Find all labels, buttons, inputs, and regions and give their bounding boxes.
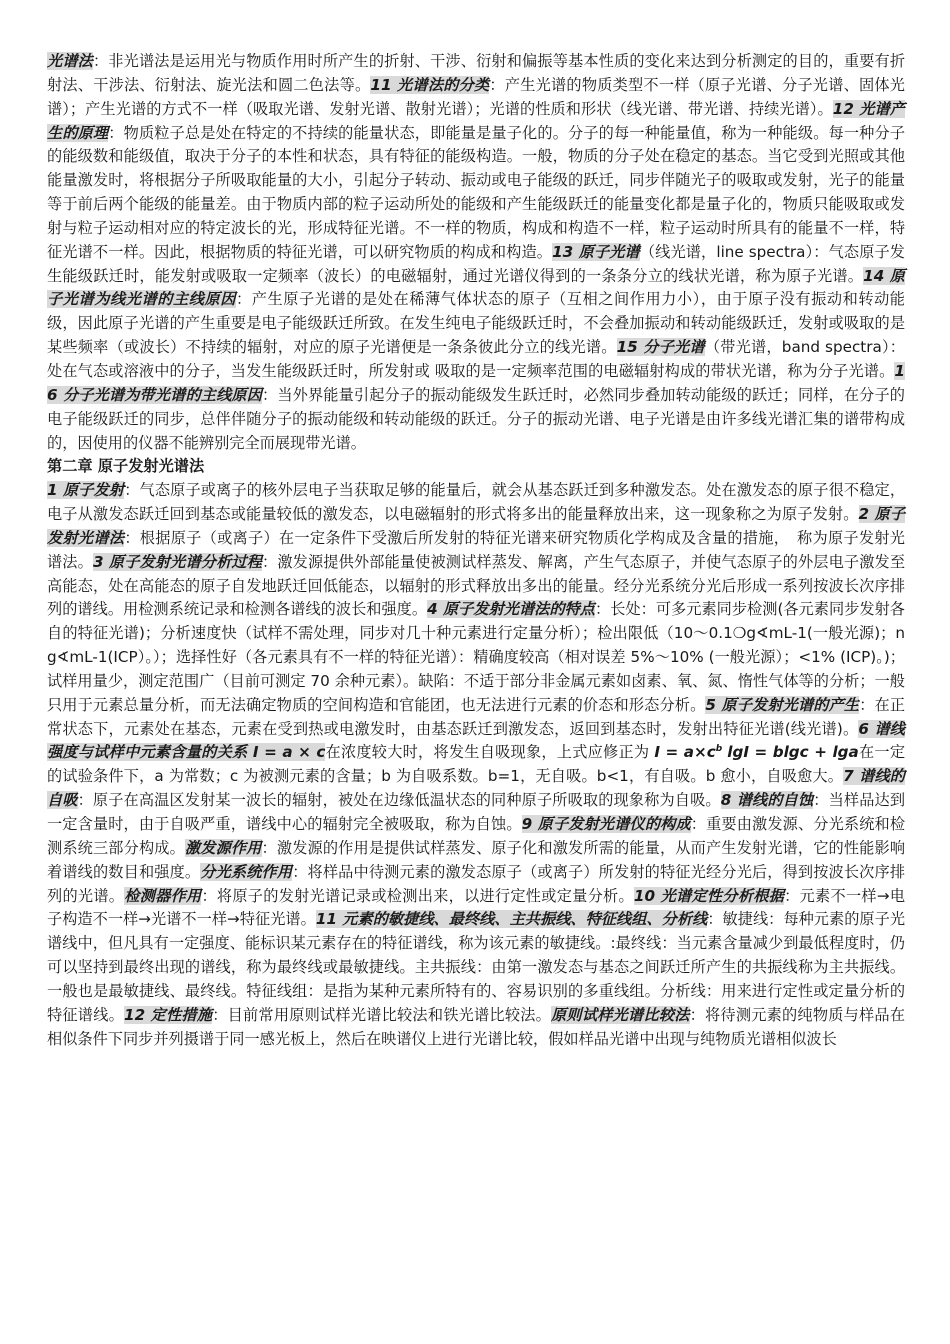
highlighted-term: 光谱法	[47, 52, 93, 70]
highlighted-term: 14 原子光谱为线光谱的主线原因	[47, 266, 905, 309]
body-text: （线光谱，line spectra）：气态原子发生能级跃迁时，能发射或吸取一定频率（波长）的电磁辐射，通过光谱仪得到的一条条分立的线状光谱，称为原子光谱。	[47, 242, 905, 285]
body-text: ：产生光谱的物质类型不一样（原子光谱、分子光谱、固体光谱）；产生光谱的方式不一样（吸取光谱、发射光谱、散射光谱）；光谱的性质和形状（线光谱、带光谱、持续光谱）。	[47, 75, 905, 118]
highlighted-term: 11 光谱法的分类	[370, 75, 490, 94]
highlighted-term: 2 原子发射光谱法	[47, 505, 906, 547]
highlighted-term: 12 光谱产生的原理	[47, 99, 905, 142]
highlighted-term: 5 原子发射光谱的产生	[705, 695, 860, 714]
body-text: ：物质粒子总是处在特定的不持续的能量状态，即能量是量子化的。分子的每一种能量值，称为一种能级。每一种分子的能级数和能级值，取决于分子的本性和状态，具有特征的能级构造。一般，物质的分子处在稳定的基态。当它受到光照或其他能量激发时，将根据分子所吸取能量的大小，引起分子转动、振动或电子能级的跃迁，同步伴随光子的吸取或发射，光子的能量等于前后两个能级的能量差。由于物质内部的粒子运动所处的能级和产生能级跃迁的能量变化都是量子化的，物质只能吸取或发射与粒子运动相对应的特定波长的光，形成特征光谱。不一样的物质，构成和构造不一样，粒子运动时所具有的能量不一样，特征光谱不一样。因此，根据物质的特征光谱，可以研究物质的构成和构造。	[47, 123, 906, 261]
body-text: 在一定的试验条件下，a 为常数；c 为被测元素的含量；b 为自吸系数。b=1，无自吸。b<1，有自吸。b 愈小，自吸愈大。	[47, 743, 906, 786]
body-text: ：激发源的作用是提供试样蒸发、原子化和激发所需的能量，从而产生发射光谱，它的性能影响着谱线的数目和强度。	[47, 838, 906, 881]
highlighted-term: 3 原子发射光谱分析过程	[92, 552, 263, 571]
highlighted-term: 激发源作用	[184, 838, 262, 857]
body-text: ：长处：可多元素同步检测(各元素同步发射各自的特征光谱)；分析速度快（试样不需处理，同步对几十种元素进行定量分析）；检出限低（10～0.1❍g∢mL-1(一般光源)；ng∢mL-1(ICP）。）；选择性好（各元素具有不一样的特征光谱）：精确度较高（相对误差 5%～10% (一般光源）；<1% (ICP)。)；试样用量少，测定范围广（目前可测定 70 余种元素）。缺陷：不适于部分非金属元素如卤素、氧、氮、惰性气体等的分析；一般只用于元素总量分析，而无法确定物质的空间构造和官能团，也无法进行元素的价态和形态分析。	[47, 600, 905, 714]
highlighted-term: 4 原子发射光谱法的特点	[427, 600, 595, 619]
highlighted-term: 13 原子光谱	[552, 242, 640, 261]
body-text: ：在正常状态下，元素处在基态，元素在受到热或电激发时，由基态跃迁到激发态，返回到基态时，发射出特征光谱(线光谱)。	[47, 695, 906, 738]
body-text: ：根据原子（或离子）在一定条件下受激后所发射的特征光谱来研究物质化学构成及含量的措施， 称为原子发射光谱法。	[47, 528, 905, 571]
body-text: ：重要由激发源、分光系统和检测系统三部分构成。	[47, 815, 906, 857]
highlighted-term: 分光系统作用	[200, 862, 293, 881]
body-text: ：当样品达到一定含量时，由于自吸严重，谱线中心的辐射完全被吸取，称为自蚀。	[47, 791, 906, 833]
highlighted-term: 9 原子发射光谱仪的构成	[521, 815, 691, 833]
formula: I = a×c	[654, 743, 716, 762]
body-text: ：非光谱法是运用光与物质作用时所产生的折射、干涉、衍射和偏振等基本性质的变化来达到分析测定的目的，重要有折射法、干涉法、衍射法、旋光法和圆二色法等。	[47, 52, 906, 94]
body-text: ：将样品中待测元素的激发态原子（或离子）所发射的特征光经分光后，得到按波长次序排列的光谱。	[47, 862, 906, 905]
formula-superscript: b	[715, 744, 723, 755]
highlighted-term: 15 分子光谱	[616, 338, 705, 357]
body-text: ：产生原子光谱的是处在稀薄气体状态的原子（互相之间作用力小），由于原子没有振动和转动能级，因此原子光谱的产生重要是电子能级跃迁所致。在发生纯电子能级跃迁时，不会叠加振动和转动能级跃迁，发射或吸取的是某些频率（或波长）不持续的辐射，对应的原子光谱便是一条条彼此分立的线光谱。	[47, 290, 905, 357]
highlighted-term: 6 谱线强度与试样中元素含量的关系 I = a × c	[47, 719, 905, 762]
highlighted-term: 原则试样光谱比较法	[551, 1005, 690, 1024]
body-text: ：激发源提供外部能量使被测试样蒸发、解离，产生气态原子，并使气态原子的外层电子激发至高能态，处在高能态的原子自发地跃迁回低能态，以辐射的形式释放出多出的能量。经分光系统分光后形成一系列按波长次序排列的谱线。用检测系统记录和检测各谱线的波长和强度。	[47, 552, 906, 619]
highlighted-term: 8 谱线的自蚀	[720, 791, 814, 810]
body-text: ：将原子的发射光谱记录或检测出来，以进行定性或定量分析。	[201, 886, 634, 905]
body-text: ：目前常用原则试样光谱比较法和铁光谱比较法。	[212, 1005, 552, 1024]
formula: lgI = blgc + lga	[727, 743, 859, 762]
highlighted-term: 11 元素的敏捷线、最终线、主共振线、特征线组、分析线	[315, 910, 708, 929]
body-text: 在浓度较大时，将发生自吸现象，上式应修正为	[325, 743, 655, 762]
highlighted-term: 16 分子光谱为带光谱的主线原因	[47, 361, 905, 404]
chapter-title: 第二章 原子发射光谱法	[47, 457, 205, 476]
paragraph-spectroscopy-basics	[47, 50, 905, 455]
body-text: ：敏捷线：每种元素的原子光谱线中，但凡具有一定强度、能标识某元素存在的特征谱线，称为该元素的敏捷线。:最终线：当元素含量减少到最低程度时，仍可以坚持到最终出现的谱线，称为最终线或最敏捷线。主共振线：由第一激发态与基态之间跃迁所产生的共振线称为主共振线。一般也是最敏捷线、最终线。特征线组：是指为某种元素所特有的、容易识别的多重线组。分析线：用来进行定性或定量分析的特征谱线。	[47, 910, 906, 1024]
highlighted-term: 7 谱线的自吸	[47, 767, 905, 810]
document-page	[47, 50, 905, 1051]
body-text: ：气态原子或离子的核外层电子当获取足够的能量后，就会从基态跃迁到多种激发态。处在激发态的原子很不稳定，电子从激发态跃迁回到基态或能量较低的激发态，以电磁辐射的形式将多出的能量释放出来，这一现象称之为原子发射。	[47, 481, 906, 524]
highlighted-term: 10 光谱定性分析根据	[633, 886, 785, 905]
body-text: ：原子在高温区发射某一波长的辐射，被处在边缘低温状态的同种原子所吸取的现象称为自吸。	[77, 791, 721, 810]
highlighted-term: 检测器作用	[124, 886, 202, 905]
highlighted-term: 12 定性措施	[124, 1005, 213, 1024]
body-text: ：将待测元素的纯物质与样品在相似条件下同步并列摄谱于同一感光板上，然后在映谱仪上进行光谱比较，假如样品光谱中出现与纯物质光谱相似波长	[47, 1005, 906, 1048]
highlighted-term: 1 原子发射	[47, 481, 125, 500]
body-text: ：当外界能量引起分子的振动能级发生跃迁时，必然同步叠加转动能级的跃迁；同样，在分子的电子能级跃迁的同步，总伴伴随分子的振动能级和转动能级的跃迁。分子的振动光谱、电子光谱是由许多线光谱汇集的谱带构成的，因使用的仪器不能辨别完全而展现带光谱。	[47, 385, 905, 452]
paragraph-atomic-emission	[47, 479, 905, 1051]
body-text: ：元素不一样→电子构造不一样→光谱不一样→特征光谱。	[47, 886, 906, 929]
body-text: （带光谱，band spectra）：处在气态或溶液中的分子，当发生能级跃迁时，所发射或 吸取的是一定频率范围的电磁辐射构成的带状光谱，称为分子光谱。	[47, 338, 905, 380]
